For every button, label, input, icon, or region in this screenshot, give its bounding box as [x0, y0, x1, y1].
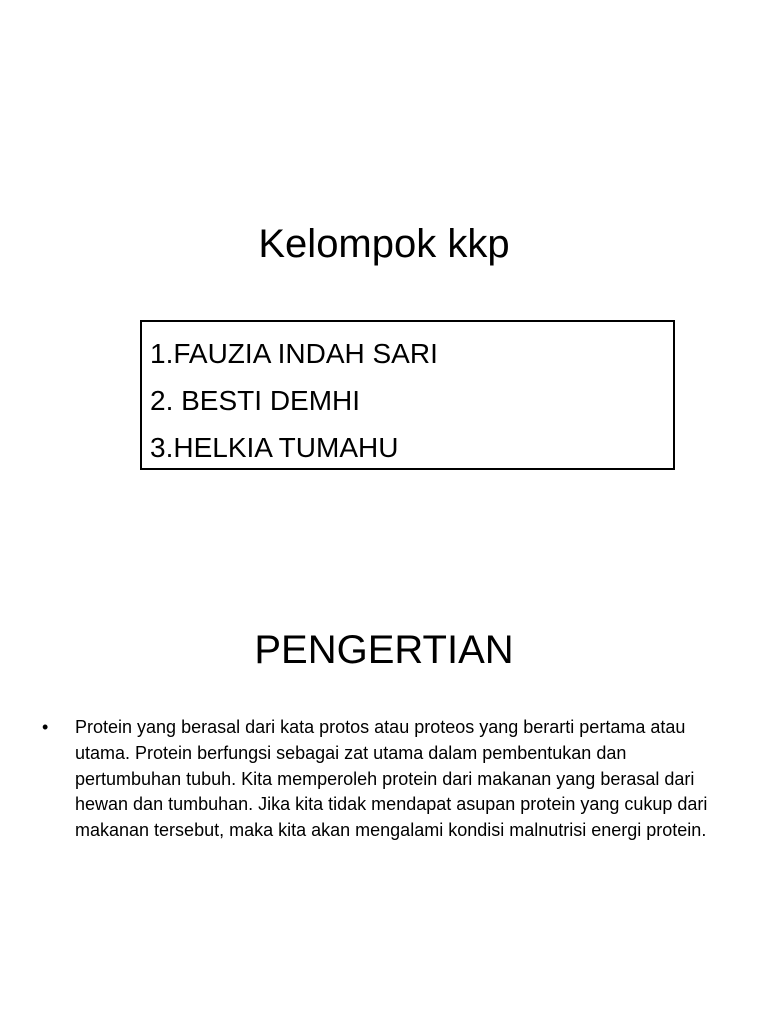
- member-item: 1.FAUZIA INDAH SARI: [150, 338, 438, 369]
- slide-title: Kelompok kkp: [258, 222, 510, 266]
- section-title: PENGERTIAN: [254, 628, 514, 672]
- bullet-item: [42, 715, 732, 844]
- bullet-text: Protein yang berasal dari kata protos atau proteos yang berarti pertama atau utama. Protein berfungsi sebagai zat utama dalam pembentukan dan pertumbuhan tubuh. Kita memperoleh protein dari makanan yang berasal dari hewan dan tumbuhan. Jika kita tidak mendapat asupan protein yang cukup dari makanan tersebut, maka kita akan mengalami kondisi malnutrisi energi protein.: [75, 717, 708, 841]
- members-box: [140, 320, 675, 470]
- bullet-list: [42, 715, 732, 844]
- member-item: 2. BESTI DEMHI: [150, 385, 361, 416]
- bullet-icon: •: [42, 717, 49, 737]
- member-item: 3.HELKIA TUMAHU: [150, 432, 399, 463]
